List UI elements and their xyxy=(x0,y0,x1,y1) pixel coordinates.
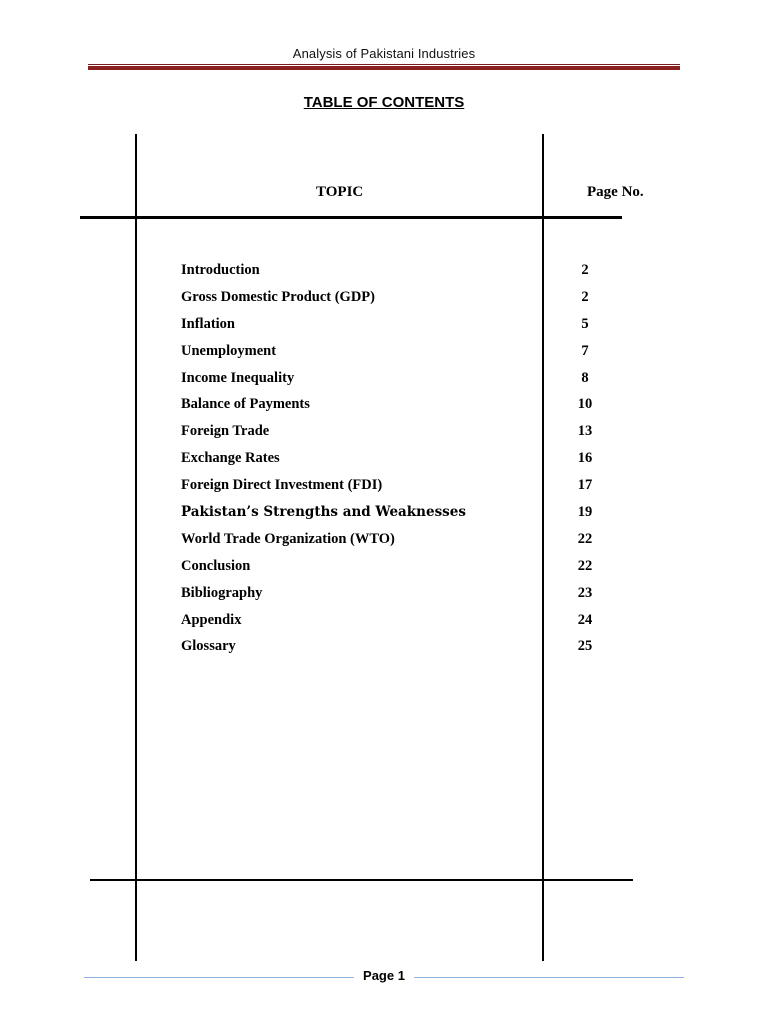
toc-row[interactable] xyxy=(0,638,768,665)
toc-page-number: 19 xyxy=(577,504,593,521)
toc-row[interactable] xyxy=(0,316,768,343)
toc-topic: Conclusion xyxy=(181,557,251,574)
toc-page-number: 5 xyxy=(581,315,589,332)
toc-row[interactable] xyxy=(0,477,768,504)
toc-page-number: 25 xyxy=(577,638,593,655)
toc-row[interactable] xyxy=(0,262,768,289)
toc-page-number: 2 xyxy=(581,262,589,278)
toc-page-number: 22 xyxy=(577,530,593,547)
toc-page-number: 7 xyxy=(581,342,589,359)
toc-page-number: 22 xyxy=(577,557,593,574)
toc-topic: Glossary xyxy=(181,638,236,655)
footer-rule-left xyxy=(84,977,354,978)
toc-topic: World Trade Organization (WTO) xyxy=(181,530,395,547)
header-rule-thin xyxy=(88,64,680,65)
toc-row[interactable] xyxy=(0,343,768,370)
header-rule-thick xyxy=(88,66,680,70)
toc-row[interactable] xyxy=(0,423,768,450)
toc-topic: Exchange Rates xyxy=(181,450,280,467)
toc-row[interactable] xyxy=(0,396,768,423)
table-bottom-rule xyxy=(90,879,633,881)
running-header: Analysis of Pakistani Industries xyxy=(292,46,476,61)
toc-row[interactable] xyxy=(0,504,768,531)
toc-row[interactable] xyxy=(0,289,768,316)
footer-rule-right xyxy=(414,977,684,978)
toc-page-number: 16 xyxy=(577,450,593,467)
toc-page-number: 24 xyxy=(577,611,593,628)
toc-topic: Balance of Payments xyxy=(181,396,310,413)
toc-row[interactable] xyxy=(0,585,768,612)
toc-topic: Bibliography xyxy=(181,584,263,601)
column-header-topic: TOPIC xyxy=(316,184,364,200)
table-header-rule xyxy=(80,216,622,219)
toc-page-number: 8 xyxy=(581,369,589,386)
toc-topic: Gross Domestic Product (GDP) xyxy=(181,288,375,305)
toc-row[interactable] xyxy=(0,370,768,397)
toc-list xyxy=(0,262,768,665)
toc-page-number: 23 xyxy=(577,584,593,601)
column-header-page: Page No. xyxy=(587,184,644,200)
toc-page-number: 10 xyxy=(577,396,593,413)
toc-topic: Income Inequality xyxy=(181,369,295,386)
toc-topic: Introduction xyxy=(181,262,260,278)
toc-topic: Inflation xyxy=(181,315,235,332)
toc-row[interactable] xyxy=(0,531,768,558)
toc-topic: Unemployment xyxy=(181,342,277,359)
toc-topic: Foreign Direct Investment (FDI) xyxy=(181,477,383,494)
toc-row[interactable] xyxy=(0,612,768,639)
toc-page-number: 2 xyxy=(581,288,589,305)
toc-topic: Foreign Trade xyxy=(181,423,270,440)
toc-page-number: 13 xyxy=(577,423,593,440)
toc-row[interactable] xyxy=(0,558,768,585)
toc-topic: Pakistan’s Strengths and Weaknesses xyxy=(181,504,466,521)
toc-row[interactable] xyxy=(0,450,768,477)
toc-topic: Appendix xyxy=(181,611,242,628)
toc-page-number: 17 xyxy=(577,477,593,494)
page-number: Page 1 xyxy=(363,968,405,983)
toc-heading: TABLE OF CONTENTS xyxy=(303,94,465,111)
